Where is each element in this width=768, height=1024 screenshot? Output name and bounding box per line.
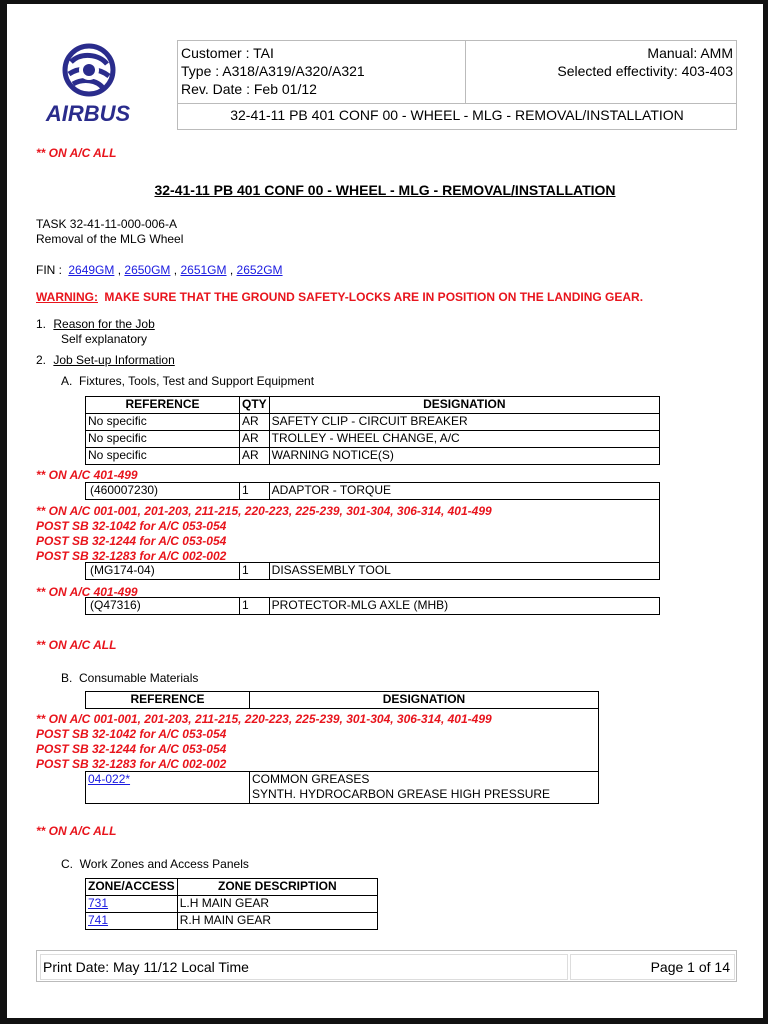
effectivity-401-499: ** ON A/C 401-499 [36, 468, 138, 482]
cell-reference [86, 772, 250, 804]
cell-designation: SAFETY CLIP - CIRCUIT BREAKER [269, 414, 659, 431]
cell-zone [86, 913, 178, 930]
cell-reference: (Q47316) [86, 598, 240, 615]
cell-designation: TROLLEY - WHEEL CHANGE, A/C [269, 431, 659, 448]
header-type: Type : A318/A319/A320/A321 [181, 63, 365, 79]
warning-label: WARNING: [36, 290, 98, 304]
table-row [86, 431, 660, 448]
header-title-bar: 32-41-11 PB 401 CONF 00 - WHEEL - MLG - REMOVAL/INSTALLATION [230, 107, 684, 123]
doc-title: 32-41-11 PB 401 CONF 00 - WHEEL - MLG - REMOVAL/INSTALLATION [154, 182, 616, 198]
subsection-c-title: C. Work Zones and Access Panels [61, 857, 249, 871]
effectivity-multi-line-3: POST SB 32-1244 for A/C 053-054 [36, 534, 227, 548]
col-header-zone-description: ZONE DESCRIPTION [177, 879, 377, 896]
effectivity-multi-line-2: POST SB 32-1042 for A/C 053-054 [36, 519, 227, 533]
effectivity-row [86, 580, 660, 598]
fin-separator: , [173, 263, 178, 277]
airbus-logo [37, 42, 139, 128]
fin-link-2649gm[interactable]: 2649GM [68, 263, 115, 277]
subsection-a-title: A. Fixtures, Tools, Test and Support Equipment [61, 374, 315, 388]
section-2-title: Job Set-up Information [53, 353, 175, 367]
cell-designation: DISASSEMBLY TOOL [269, 563, 659, 580]
footer-box [36, 950, 737, 982]
table-row [86, 448, 660, 465]
section-1-title: Reason for the Job [53, 317, 155, 331]
col-header-reference: REFERENCE [86, 397, 240, 414]
effectivity-row [86, 465, 660, 483]
zone-link-731[interactable]: 731 [88, 896, 109, 910]
header-manual: Manual: AMM [647, 45, 733, 61]
footer-print-date: Print Date: May 11/12 Local Time [43, 959, 249, 975]
section-1-heading [36, 317, 155, 332]
fin-separator: , [117, 263, 122, 277]
table-row [86, 598, 660, 615]
airbus-logo-icon [37, 42, 139, 128]
effectivity-multi-line-1: ** ON A/C 001-001, 201-203, 211-215, 220-223, 225-239, 301-304, 306-314, 401-499 [36, 504, 492, 518]
table-row [86, 563, 660, 580]
consumable-link-04-022[interactable]: 04-022* [88, 772, 131, 786]
consumables-effectivity-line-1: ** ON A/C 001-001, 201-203, 211-215, 220-223, 225-239, 301-304, 306-314, 401-499 [36, 712, 492, 726]
fin-line [36, 263, 283, 278]
table-header-row [86, 397, 660, 414]
fin-link-2650gm[interactable]: 2650GM [124, 263, 171, 277]
cell-zone [86, 896, 178, 913]
fin-link-2652gm[interactable]: 2652GM [236, 263, 283, 277]
col-header-qty: QTY [240, 397, 270, 414]
col-header-zone-access: ZONE/ACCESS [86, 879, 178, 896]
cell-zone-description: L.H MAIN GEAR [177, 896, 377, 913]
cell-designation: ADAPTOR - TORQUE [269, 483, 659, 500]
section-2-heading [36, 353, 175, 368]
cell-reference: No specific [86, 431, 240, 448]
header-customer: Customer : TAI [181, 45, 274, 61]
table-row [86, 896, 378, 913]
effectivity-all: ** ON A/C ALL [36, 146, 117, 160]
cell-qty: 1 [240, 483, 270, 500]
cell-designation: WARNING NOTICE(S) [269, 448, 659, 465]
section-1-number: 1. [36, 317, 47, 331]
header-rev-date: Rev. Date : Feb 01/12 [181, 81, 317, 97]
table-row [86, 483, 660, 500]
cell-designation [250, 772, 599, 804]
zone-link-741[interactable]: 741 [88, 913, 109, 927]
effectivity-all-3: ** ON A/C ALL [36, 824, 117, 838]
col-header-designation: DESIGNATION [250, 692, 599, 709]
effectivity-multi-line-4: POST SB 32-1283 for A/C 002-002 [36, 549, 227, 563]
task-description: Removal of the MLG Wheel [36, 232, 184, 246]
effectivity-all-2: ** ON A/C ALL [36, 638, 117, 652]
header-effectivity: Selected effectivity: 403-403 [557, 63, 733, 79]
footer-page-number: Page 1 of 14 [650, 959, 730, 975]
consumables-effectivity-line-3: POST SB 32-1244 for A/C 053-054 [36, 742, 227, 756]
cell-qty: AR [240, 448, 270, 465]
table-row [86, 913, 378, 930]
table-row [86, 414, 660, 431]
cell-zone-description: R.H MAIN GEAR [177, 913, 377, 930]
section-1-text: Self explanatory [61, 332, 148, 346]
fin-label: FIN : [36, 263, 62, 277]
warning-text: MAKE SURE THAT THE GROUND SAFETY-LOCKS ARE IN POSITION ON THE LANDING GEAR. [104, 290, 644, 304]
designation-line-1: COMMON GREASES [252, 772, 370, 786]
cell-designation: PROTECTOR-MLG AXLE (MHB) [269, 598, 659, 615]
table-row [86, 772, 599, 804]
cell-reference: No specific [86, 414, 240, 431]
cell-qty: 1 [240, 563, 270, 580]
table-header-row [86, 879, 378, 896]
effectivity-401-499-b: ** ON A/C 401-499 [36, 585, 138, 599]
cell-qty: 1 [240, 598, 270, 615]
cell-qty: AR [240, 431, 270, 448]
table-header-row [86, 692, 599, 709]
section-2-number: 2. [36, 353, 47, 367]
subsection-b-title: B. Consumable Materials [61, 671, 199, 685]
document-page [7, 4, 763, 1018]
designation-line-2: SYNTH. HYDROCARBON GREASE HIGH PRESSURE [252, 787, 551, 801]
cell-qty: AR [240, 414, 270, 431]
col-header-reference: REFERENCE [86, 692, 250, 709]
consumables-effectivity-line-4: POST SB 32-1283 for A/C 002-002 [36, 757, 227, 771]
task-number: TASK 32-41-11-000-006-A [36, 217, 177, 231]
warning [36, 290, 643, 305]
cell-reference: (MG174-04) [86, 563, 240, 580]
cell-reference: No specific [86, 448, 240, 465]
consumables-effectivity-line-2: POST SB 32-1042 for A/C 053-054 [36, 727, 227, 741]
fin-link-2651gm[interactable]: 2651GM [180, 263, 227, 277]
cell-reference: (460007230) [86, 483, 240, 500]
zones-table [85, 878, 378, 930]
fin-separator: , [229, 263, 234, 277]
logo-text: AIRBUS [45, 101, 131, 126]
col-header-designation: DESIGNATION [269, 397, 659, 414]
header-box [177, 40, 737, 130]
